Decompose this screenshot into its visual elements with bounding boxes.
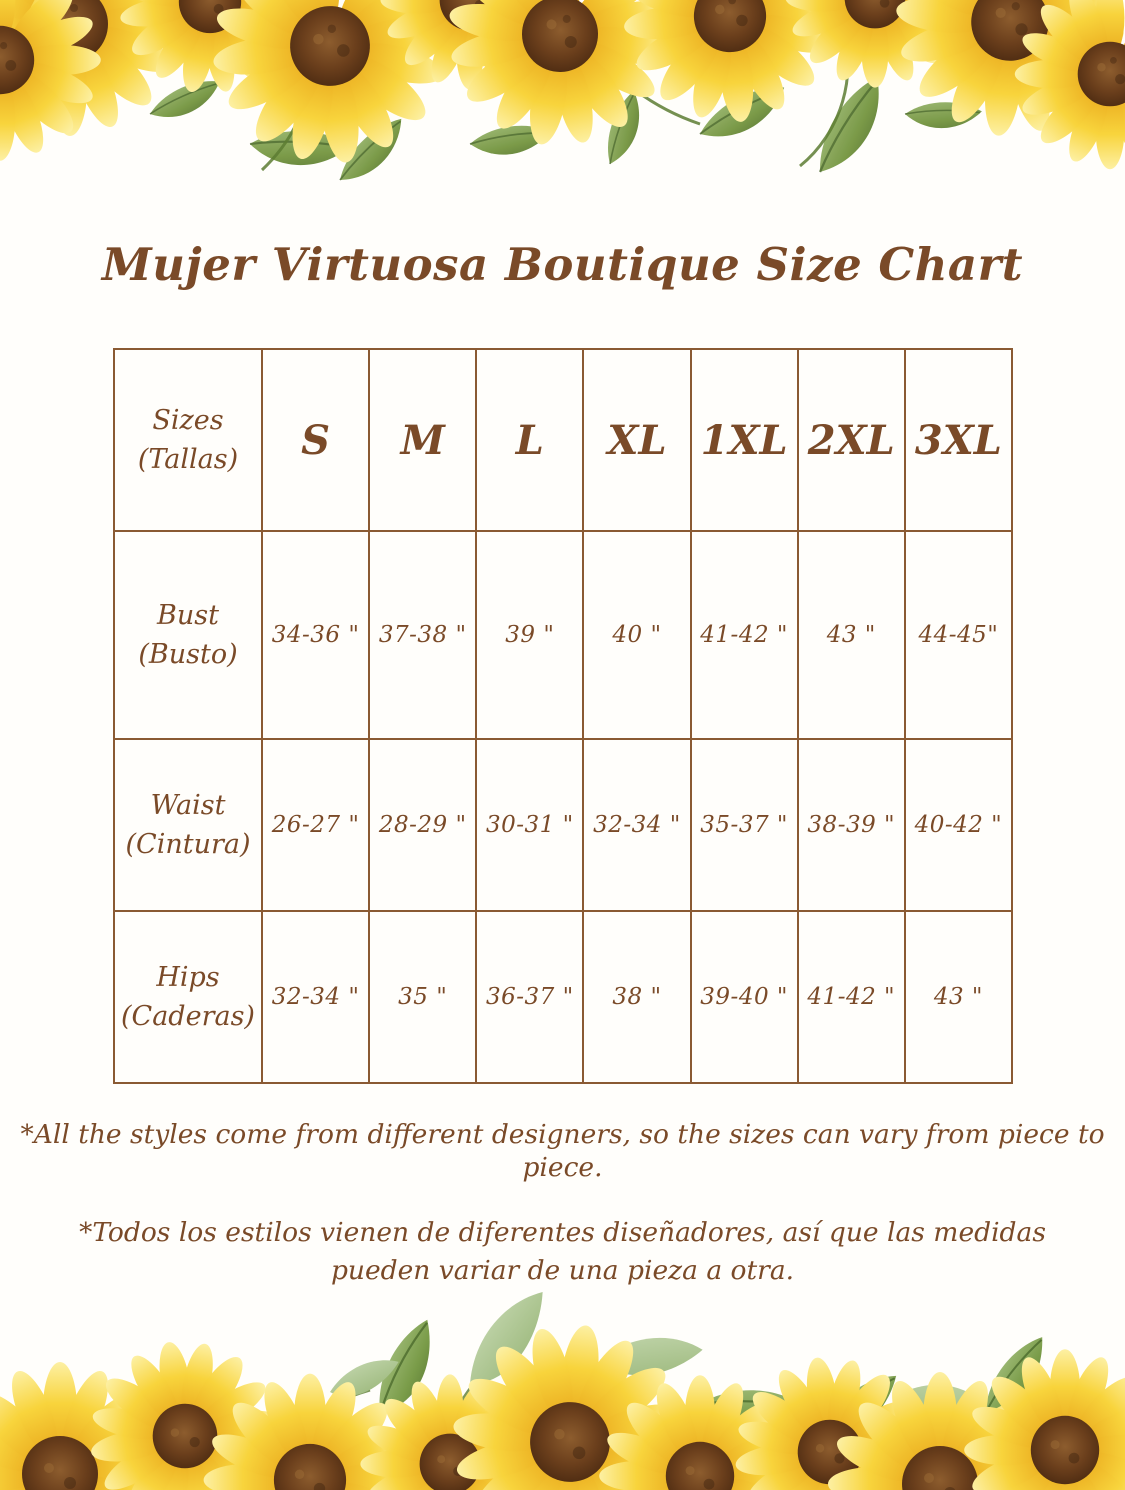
cell-waist-s: 26-27 "	[262, 739, 369, 911]
sunflower-border-bottom-icon	[0, 1264, 1125, 1490]
header-cell-size-3xl: 3XL	[905, 349, 1012, 531]
row-label-waist-es: (Cintura)	[125, 829, 251, 860]
cell-hips-3xl: 43 "	[905, 911, 1012, 1083]
row-label-hips-en: Hips	[156, 961, 220, 993]
cell-waist-l: 30-31 "	[476, 739, 583, 911]
header-cell-size-l: L	[476, 349, 583, 531]
cell-hips-s: 32-34 "	[262, 911, 369, 1083]
size-chart-table-wrapper	[113, 348, 1013, 1084]
row-label-waist	[114, 739, 262, 911]
table-row-waist	[114, 739, 1012, 911]
page-title: Mujer Virtuosa Boutique Size Chart	[101, 238, 1024, 291]
row-label-bust-en: Bust	[157, 599, 219, 631]
header-sizes-en: Sizes	[152, 404, 224, 436]
cell-bust-1xl: 41-42 "	[691, 531, 798, 739]
header-cell-sizes	[114, 349, 262, 531]
table-row-hips	[114, 911, 1012, 1083]
cell-hips-xl: 38 "	[583, 911, 690, 1083]
row-label-waist-en: Waist	[150, 789, 226, 821]
cell-waist-m: 28-29 "	[369, 739, 476, 911]
cell-bust-3xl: 44-45"	[905, 531, 1012, 739]
footnote-spanish: *Todos los estilos vienen de diferentes diseñadores, así que las medidas pueden variar de una pieza a otra.	[79, 1217, 1046, 1286]
cell-waist-3xl: 40-42 "	[905, 739, 1012, 911]
table-row-bust	[114, 531, 1012, 739]
cell-hips-1xl: 39-40 "	[691, 911, 798, 1083]
cell-hips-l: 36-37 "	[476, 911, 583, 1083]
size-chart-table	[113, 348, 1013, 1084]
footnote-english: *All the styles come from different designers, so the sizes can vary from piece to piece.	[20, 1119, 1105, 1184]
cell-bust-l: 39 "	[476, 531, 583, 739]
header-cell-size-2xl: 2XL	[798, 349, 905, 531]
row-label-hips-es: (Caderas)	[121, 1001, 255, 1032]
table-row-header	[114, 349, 1012, 531]
header-sizes-es: (Tallas)	[137, 444, 239, 475]
cell-bust-s: 34-36 "	[262, 531, 369, 739]
cell-waist-2xl: 38-39 "	[798, 739, 905, 911]
cell-waist-xl: 32-34 "	[583, 739, 690, 911]
cell-hips-2xl: 41-42 "	[798, 911, 905, 1083]
header-cell-size-s: S	[262, 349, 369, 531]
row-label-bust-es: (Busto)	[138, 639, 238, 670]
row-label-hips	[114, 911, 262, 1083]
sunflower-border-top-icon	[0, 0, 1125, 209]
cell-bust-2xl: 43 "	[798, 531, 905, 739]
header-cell-size-xl: XL	[583, 349, 690, 531]
header-cell-size-1xl: 1XL	[691, 349, 798, 531]
cell-hips-m: 35 "	[369, 911, 476, 1083]
cell-waist-1xl: 35-37 "	[691, 739, 798, 911]
cell-bust-xl: 40 "	[583, 531, 690, 739]
cell-bust-m: 37-38 "	[369, 531, 476, 739]
row-label-bust	[114, 531, 262, 739]
table-header	[114, 349, 1012, 531]
footnotes	[0, 1118, 1125, 1290]
header-cell-size-m: M	[369, 349, 476, 531]
table-body	[114, 531, 1012, 1083]
